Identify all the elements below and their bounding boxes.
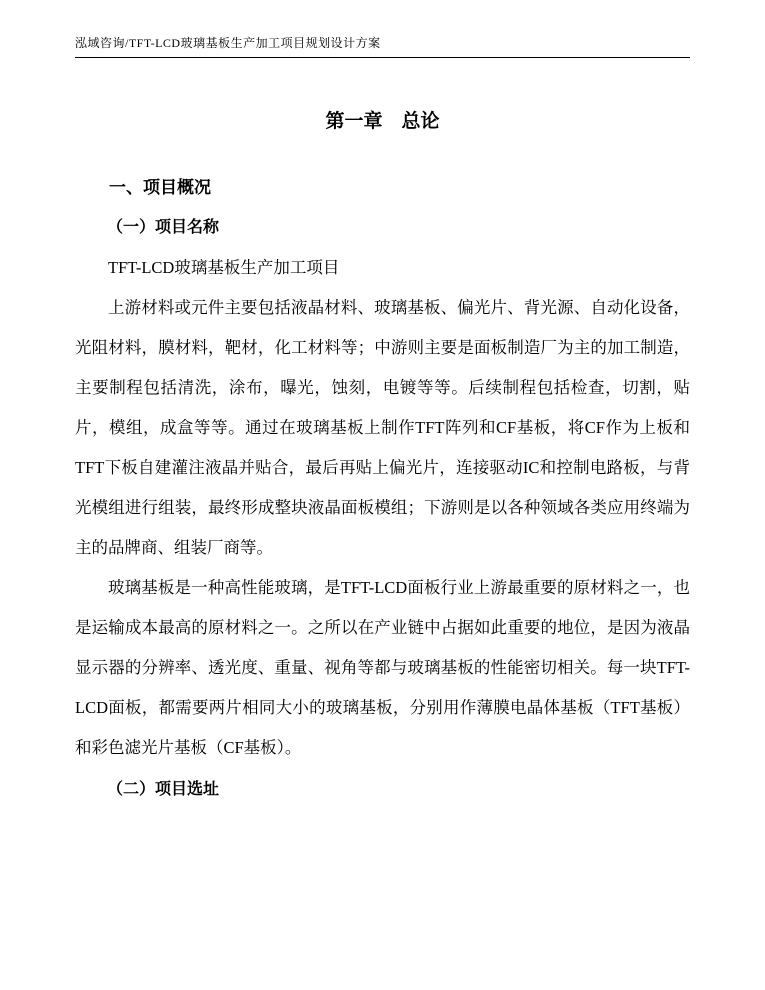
page-header xyxy=(75,36,690,58)
paragraph-industry-chain: 上游材料或元件主要包括液晶材料、玻璃基板、偏光片、背光源、自动化设备，光阻材料，膜材料，靶材，化工材料等；中游则主要是面板制造厂为主的加工制造，主要制程包括清洗，涂布，曝光，蚀刻，电镀等等。后续制程包括检查，切割，贴片，模组，成盒等等。通过在玻璃基板上制作TFT阵列和CF基板，将CF作为上板和TFT下板自建灌注液晶并贴合，最后再贴上偏光片，连接驱动IC和控制电路板，与背光模组进行组装，最终形成整块液晶面板模组；下游则是以各种领域各类应用终端为主的品牌商、组装厂商等。 xyxy=(75,298,690,557)
chapter-title: 第一章 总论 xyxy=(325,111,440,132)
subsection-heading-project-location: （二）项目选址 xyxy=(107,781,220,798)
section-heading-overview: 一、项目概况 xyxy=(109,178,211,197)
subsection-heading-project-name: （一）项目名称 xyxy=(107,219,220,236)
paragraph-project-name: TFT-LCD玻璃基板生产加工项目 xyxy=(108,258,340,277)
header-text: 泓域咨询/TFT-LCD玻璃基板生产加工项目规划设计方案 xyxy=(75,36,381,50)
paragraph-glass-substrate: 玻璃基板是一种高性能玻璃，是TFT-LCD面板行业上游最重要的原材料之一，也是运输成本最高的原材料之一。之所以在产业链中占据如此重要的地位，是因为液晶显示器的分辨率、透光度、重量、视角等都与玻璃基板的性能密切相关。每一块TFT-LCD面板，都需要两片相同大小的玻璃基板，分别用作薄膜电晶体基板（TFT基板）和彩色滤光片基板（CF基板）。 xyxy=(75,578,690,757)
